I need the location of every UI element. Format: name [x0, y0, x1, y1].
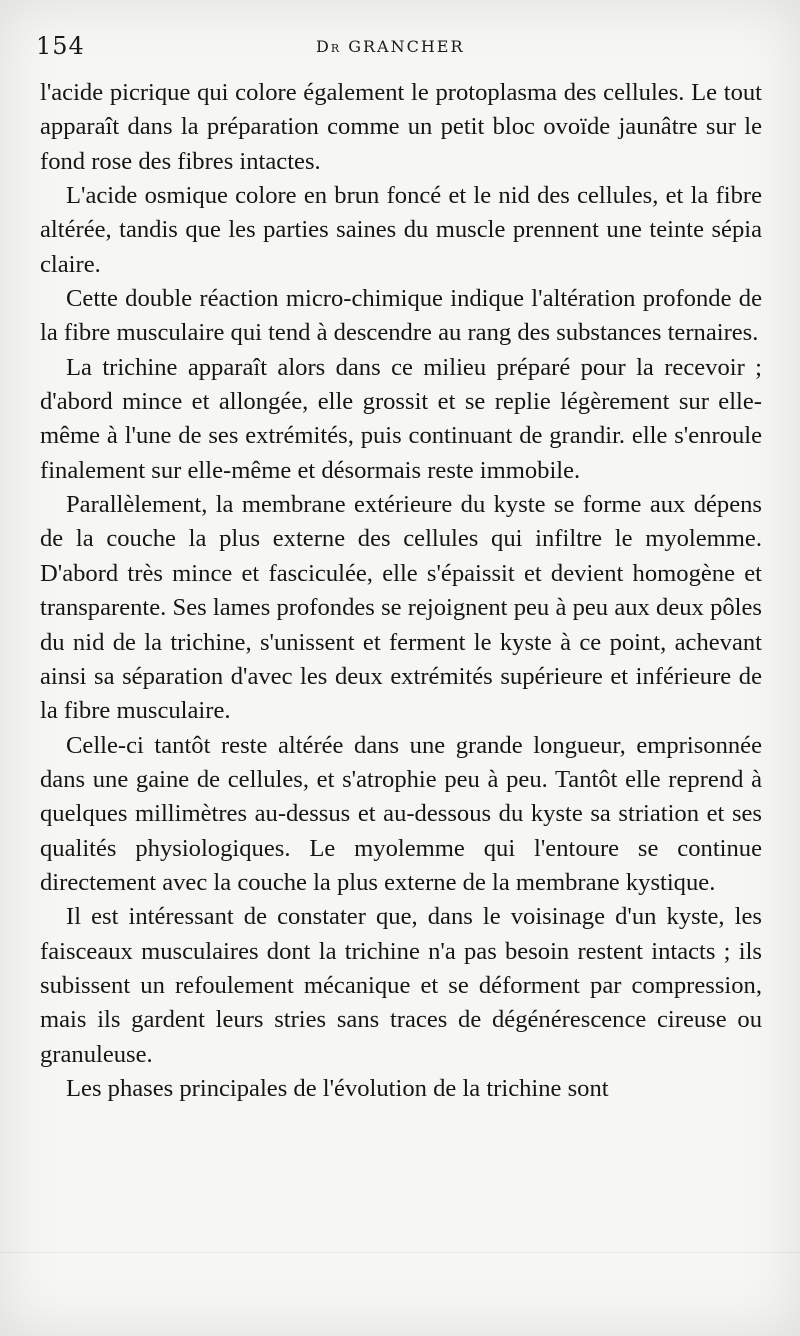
- body-text: [40, 76, 762, 1106]
- paragraph: Celle-ci tantôt reste altérée dans une grande longueur, emprisonnée dans une gaine de cellules, et s'atrophie peu à peu. Tantôt elle reprend à quelques millimètres au-dessus et au-dessous du kyste sa striation et ses qualités physiologiques. Le myolemme qui l'entoure se continue directement avec la couche la plus externe de la membrane kystique.: [40, 731, 762, 896]
- paragraph: Cette double réaction micro-chimique indique l'altération profonde de la fibre musculaire qui tend à descendre au rang des substances ternaires.: [40, 285, 762, 347]
- paragraph: Parallèlement, la membrane extérieure du kyste se forme aux dépens de la couche la plus externe des cellules qui infiltre le myolemme. D'abord très mince et fasciculée, elle s'épaissit et devient homogène et transparente. Ses lames profondes se rejoignent peu à peu aux deux pôles du nid de la trichine, s'unissent et ferment le kyste à ce point, achevant ainsi sa séparation d'avec les deux extrémités supérieure et inférieure de la fibre musculaire.: [40, 491, 762, 725]
- page-header: [36, 32, 756, 62]
- page-number: 154: [36, 32, 85, 60]
- paragraph: L'acide osmique colore en brun foncé et le nid des cellules, et la fibre altérée, tandis que les parties saines du muscle prennent une teinte sépia claire.: [40, 182, 762, 278]
- running-head: Dr GRANCHER: [316, 37, 465, 56]
- paragraph: l'acide picrique qui colore également le protoplasma des cellules. Le tout apparaît dans la préparation comme un petit bloc ovoïde jaunâtre sur le fond rose des fibres intactes.: [40, 79, 762, 175]
- paragraph: Il est intéressant de constater que, dans le voisinage d'un kyste, les faisceaux musculaires dont la trichine n'a pas besoin restent intacts ; ils subissent un refoulement mécanique et se déforment par compression, mais ils gardent leurs stries sans traces de dégénérescence cireuse ou granuleuse.: [40, 903, 762, 1068]
- page-edge-divider: [0, 1252, 800, 1253]
- paragraph: La trichine apparaît alors dans ce milieu préparé pour la recevoir ; d'abord mince et allongée, elle grossit et se replie légèrement sur elle-même à l'une de ses extrémités, puis continuant de grandir. elle s'enroule finalement sur elle-même et désormais reste immobile.: [40, 353, 762, 484]
- paragraph: Les phases principales de l'évolution de la trichine sont: [66, 1074, 609, 1102]
